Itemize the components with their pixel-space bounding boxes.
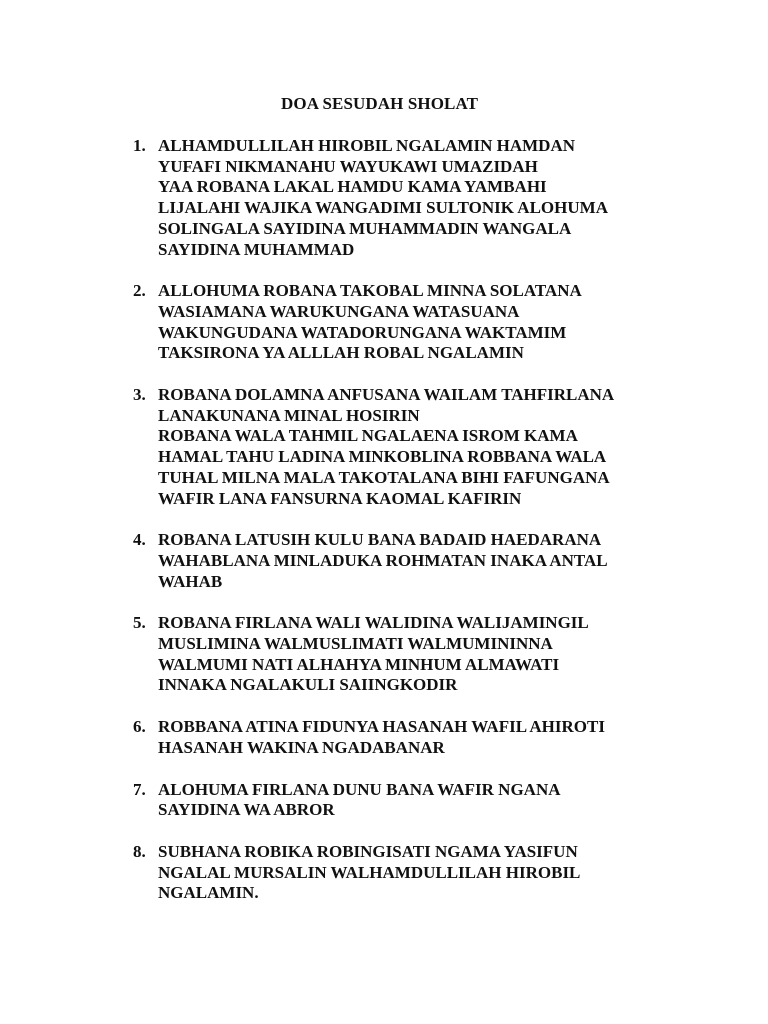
prayer-item	[133, 385, 753, 509]
prayer-text	[158, 281, 753, 364]
document-title: DOA SESUDAH SHOLAT	[281, 94, 479, 113]
prayer-line: LIJALAHI WAJIKA WANGADIMI SULTONIK ALOHUMA	[158, 198, 608, 218]
prayer-item	[133, 530, 753, 592]
prayer-line: ALLOHUMA ROBANA TAKOBAL MINNA SOLATANA	[158, 281, 582, 301]
prayer-line: NGALAMIN.	[158, 883, 259, 903]
prayer-line: TAKSIRONA YA ALLLAH ROBAL NGALAMIN	[158, 343, 524, 363]
prayer-text	[158, 530, 753, 592]
prayer-line: WAKUNGUDANA WATADORUNGANA WAKTAMIM	[158, 322, 567, 342]
prayer-number: 5.	[133, 613, 146, 633]
prayer-item	[133, 842, 753, 904]
prayer-line: SOLINGALA SAYIDINA MUHAMMADIN WANGALA	[158, 218, 572, 238]
prayer-line: SUBHANA ROBIKA ROBINGISATI NGAMA YASIFUN	[158, 841, 578, 861]
prayer-line: HAMAL TAHU LADINA MINKOBLINA ROBBANA WALA	[158, 447, 607, 467]
prayer-line: ROBANA LATUSIH KULU BANA BADAID HAEDARANA	[158, 530, 602, 550]
prayer-line: SAYIDINA WA ABROR	[158, 800, 335, 820]
prayer-text	[158, 780, 753, 821]
prayer-line: ROBANA DOLAMNA ANFUSANA WAILAM TAHFIRLANA	[158, 385, 615, 405]
prayer-line: ALHAMDULLILAH HIROBIL NGALAMIN HAMDAN	[158, 136, 575, 155]
prayer-line: ROBANA WALA TAHMIL NGALAENA ISROM KAMA	[158, 426, 578, 446]
prayer-line: MUSLIMINA WALMUSLIMATI WALMUMININNA	[158, 634, 553, 654]
prayer-line: WASIAMANA WARUKUNGANA WATASUANA	[158, 301, 520, 321]
prayer-line: HASANAH WAKINA NGADABANAR	[158, 737, 445, 757]
prayer-line: WAHABLANA MINLADUKA ROHMATAN INAKA ANTAL	[158, 550, 608, 570]
prayer-number: 2.	[133, 281, 146, 301]
prayer-line: WAFIR LANA FANSURNA KAOMAL KAFIRIN	[158, 488, 522, 508]
prayer-list	[133, 136, 753, 925]
prayer-text	[158, 842, 753, 904]
prayer-line: ROBBANA ATINA FIDUNYA HASANAH WAFIL AHIROTI	[158, 717, 605, 737]
prayer-item	[133, 613, 753, 696]
prayer-line: ROBANA FIRLANA WALI WALIDINA WALIJAMINGIL	[158, 613, 589, 633]
prayer-line: NGALAL MURSALIN WALHAMDULLILAH HIROBIL	[158, 862, 581, 882]
prayer-line: SAYIDINA MUHAMMAD	[158, 239, 355, 259]
prayer-number: 7.	[133, 779, 146, 799]
prayer-number: 1.	[133, 136, 146, 155]
prayer-text	[158, 385, 753, 509]
prayer-line: WAHAB	[158, 571, 223, 591]
prayer-number: 6.	[133, 717, 146, 737]
prayer-number: 4.	[133, 530, 146, 550]
prayer-text	[158, 717, 753, 758]
prayer-line: YAA ROBANA LAKAL HAMDU KAMA YAMBAHI	[158, 177, 547, 197]
prayer-line: TUHAL MILNA MALA TAKOTALANA BIHI FAFUNGANA	[158, 467, 610, 487]
prayer-item	[133, 717, 753, 758]
prayer-line: YUFAFI NIKMANAHU WAYUKAWI UMAZIDAH	[158, 156, 538, 176]
prayer-number: 3.	[133, 385, 146, 405]
prayer-line: ALOHUMA FIRLANA DUNU BANA WAFIR NGANA	[158, 779, 561, 799]
prayer-item	[133, 136, 753, 260]
prayer-line: INNAKA NGALAKULI SAIINGKODIR	[158, 675, 458, 695]
prayer-line: WALMUMI NATI ALHAHYA MINHUM ALMAWATI	[158, 654, 560, 674]
prayer-item	[133, 281, 753, 364]
prayer-line: LANAKUNANA MINAL HOSIRIN	[158, 405, 420, 425]
prayer-text	[158, 136, 753, 260]
prayer-number: 8.	[133, 841, 146, 861]
prayer-text	[158, 613, 753, 696]
prayer-item	[133, 780, 753, 821]
